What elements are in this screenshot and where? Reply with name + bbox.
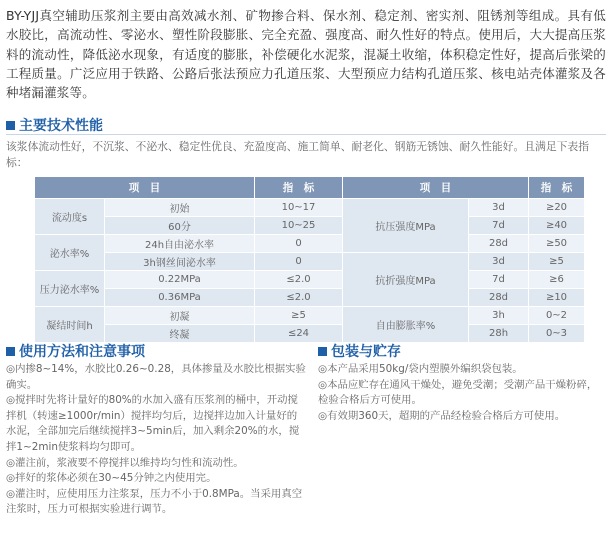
- table-row: [35, 289, 585, 307]
- list-item: ◎拌好的浆体必须在30~45分钟之内使用完。: [6, 472, 217, 485]
- table-row: [35, 217, 585, 235]
- list-item: ◎搅拌时先将计量好的80%的水加入盛有压浆剂的桶中，开动搅拌机（转速≥1000r/min）搅拌均匀后，边搅拌边加入计量好的水泥，全部加完后继续搅拌3~5min后，加入剩余20%的水，搅拌1~2min使浆料均匀即可。: [6, 394, 300, 453]
- sub-label: 初凝: [105, 307, 255, 325]
- list-item: ◎本品应贮存在通风干燥处，避免受潮；受潮产品干燥粉碎，检验合格后方可使用。: [318, 378, 598, 407]
- value-cell: 0: [255, 253, 343, 271]
- sub-label: 初始: [105, 199, 255, 217]
- table-row: [35, 325, 585, 343]
- group-label: 抗折强度MPa: [343, 253, 469, 307]
- group-label: 抗压强度MPa: [343, 199, 469, 253]
- group-label: 泌水率%: [35, 235, 105, 271]
- header-index-right: 指 标: [529, 177, 585, 199]
- sub-label: 0.22MPa: [105, 271, 255, 289]
- value-cell: 0~3: [529, 325, 585, 343]
- value-cell: 0~2: [529, 307, 585, 325]
- section-divider: [6, 134, 606, 135]
- sub-label: 3h: [469, 307, 529, 325]
- value-cell: ≤2.0: [255, 271, 343, 289]
- square-bullet-icon: [6, 121, 15, 130]
- value-cell: ≥6: [529, 271, 585, 289]
- group-label: 自由膨胀率%: [343, 307, 469, 343]
- packaging-heading-text: 包装与贮存: [331, 344, 401, 360]
- sub-label: 3d: [469, 253, 529, 271]
- group-label: 流动度s: [35, 199, 105, 235]
- value-cell: ≤24: [255, 325, 343, 343]
- sub-label: 0.36MPa: [105, 289, 255, 307]
- usage-heading: [6, 341, 145, 361]
- packaging-heading: [318, 341, 401, 361]
- table-row: [35, 235, 585, 253]
- value-cell: ≥5: [529, 253, 585, 271]
- list-item: ◎有效期360天，超期的产品经检验合格后方可使用。: [318, 409, 566, 422]
- sub-label: 28h: [469, 325, 529, 343]
- sub-label: 3d: [469, 199, 529, 217]
- header-item-left: 项 目: [35, 177, 255, 199]
- table-row: [35, 199, 585, 217]
- table-row: [35, 307, 585, 325]
- intro-paragraph: BY-YJJ真空辅助压浆剂主要由高效减水剂、矿物掺合料、保水剂、稳定剂、密实剂、阻锈剂等组成。具有低水胶比，高流动性、零泌水、塑性阶段膨胀、完全充盈、强度高、耐久性好的特点。使用后，大大提高压浆料的流动性，降低泌水现象，有适度的膨胀，补偿硬化水泥浆，混凝土收缩，体积稳定性好，提高后张梁的工程质量。广泛应用于铁路、公路后张法预应力孔道压浆、大型预应力结构孔道压浆、核电站壳体灌浆及各种堵漏灌浆等。: [6, 8, 606, 101]
- square-bullet-icon: [318, 347, 327, 356]
- sub-label: 24h自由泌水率: [105, 235, 255, 253]
- square-bullet-icon: [6, 347, 15, 356]
- value-cell: ≥20: [529, 199, 585, 217]
- sub-label: 3h钢丝间泌水率: [105, 253, 255, 271]
- packaging-list: [318, 362, 606, 424]
- table-row: [35, 253, 585, 271]
- group-label: 凝结时间h: [35, 307, 105, 343]
- value-cell: 10~25: [255, 217, 343, 235]
- list-item: ◎本产品采用50kg/袋内塑膜外编织袋包装。: [318, 363, 523, 375]
- value-cell: ≥40: [529, 217, 585, 235]
- list-item: ◎灌注前，浆液要不停搅拌以维持均匀性和流动性。: [6, 456, 244, 469]
- tech-heading-text: 主要技术性能: [19, 118, 103, 134]
- spec-table: [34, 176, 585, 343]
- sub-label: 7d: [469, 217, 529, 235]
- table-row: [35, 271, 585, 289]
- header-index-left: 指 标: [255, 177, 343, 199]
- tech-heading: [6, 115, 103, 135]
- value-cell: ≤2.0: [255, 289, 343, 307]
- sub-label: 7d: [469, 271, 529, 289]
- value-cell: ≥50: [529, 235, 585, 253]
- value-cell: ≥10: [529, 289, 585, 307]
- usage-heading-text: 使用方法和注意事项: [19, 344, 145, 360]
- sub-label: 60分: [105, 217, 255, 235]
- list-item: ◎灌注时，应使用压力注浆泵，压力不小于0.8MPa。当采用真空注浆时，压力可根据实验进行调节。: [6, 487, 303, 516]
- value-cell: 0: [255, 235, 343, 253]
- sub-label: 28d: [469, 289, 529, 307]
- value-cell: ≥5: [255, 307, 343, 325]
- sub-label: 28d: [469, 235, 529, 253]
- tech-description: 该浆体流动性好，不沉浆、不泌水、稳定性优良、充盈度高、施工简单、耐老化、钢筋无锈蚀、耐久性能好。且满足下表指标：: [6, 140, 590, 169]
- value-cell: 10~17: [255, 199, 343, 217]
- list-item: ◎内掺8~14%，水胶比0.26~0.28，具体掺量及水胶比根据实验确实。: [6, 363, 306, 391]
- header-item-right: 项 目: [343, 177, 529, 199]
- table-header-row: [35, 177, 585, 199]
- usage-list: [6, 362, 306, 518]
- group-label: 压力泌水率%: [35, 271, 105, 307]
- sub-label: 终凝: [105, 325, 255, 343]
